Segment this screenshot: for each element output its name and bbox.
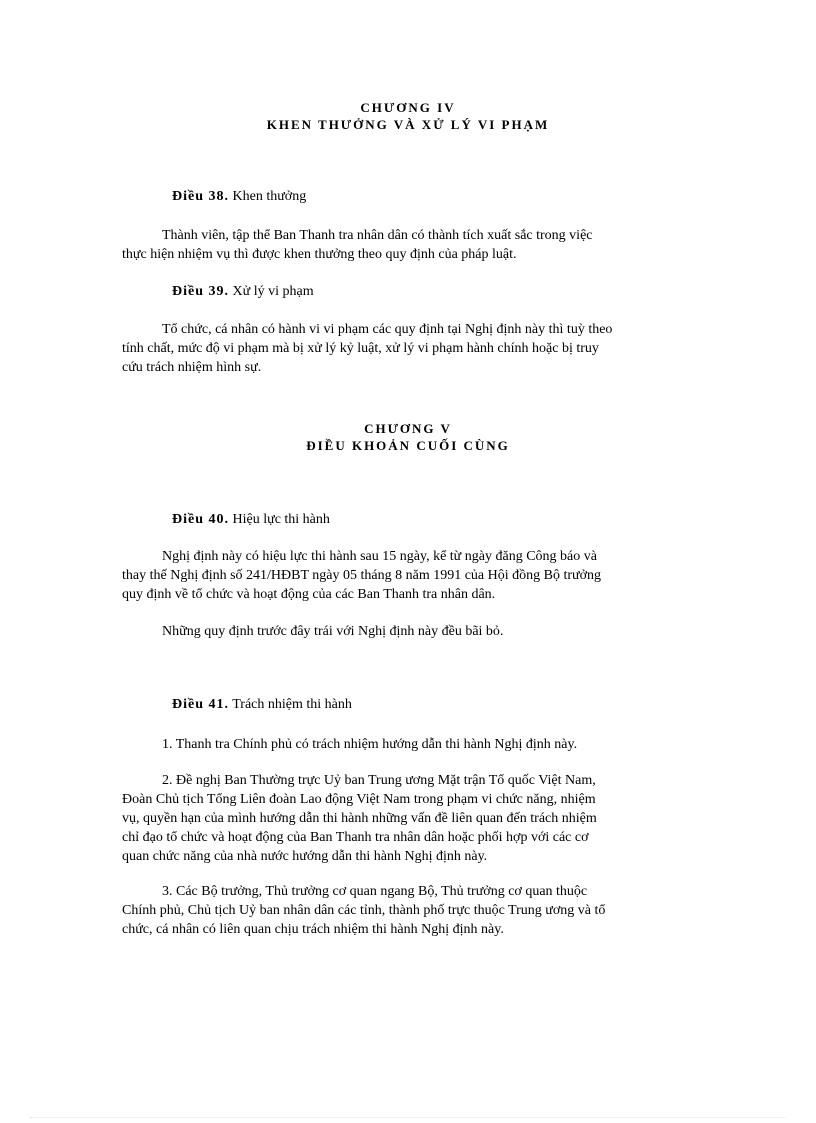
article-38-body: [122, 226, 694, 264]
article-38-heading: [172, 188, 306, 206]
article-38-line: thực hiện nhiệm vụ thì được khen thưởng theo quy định của pháp luật.: [122, 247, 517, 262]
article-38-label: Điều 38.: [172, 189, 229, 204]
article-41-line: 3. Các Bộ trưởng, Thủ trưởng cơ quan ngang Bộ, Thủ trưởng cơ quan thuộc: [162, 884, 588, 899]
article-40-paragraph-2: [122, 622, 694, 641]
article-40-heading: [172, 511, 330, 529]
article-40-line: thay thế Nghị định số 241/HĐBT ngày 05 tháng 8 năm 1991 của Hội đồng Bộ trưởng: [122, 568, 602, 583]
article-40-line: quy định về tổ chức và hoạt động của các Ban Thanh tra nhân dân.: [122, 587, 496, 602]
article-41-line: chỉ đạo tổ chức và hoạt động của Ban Thanh tra nhân dân hoặc phối hợp với các cơ: [122, 830, 589, 845]
article-39-line: cứu trách nhiệm hình sự.: [122, 360, 262, 375]
article-40-line: Nghị định này có hiệu lực thi hành sau 15 ngày, kể từ ngày đăng Công báo và: [162, 549, 597, 564]
article-41-line: Chính phủ, Chủ tịch Uỷ ban nhân dân các tỉnh, thành phố trực thuộc Trung ương và tổ: [122, 903, 606, 918]
article-40-title: Hiệu lực thi hành: [232, 512, 330, 527]
chapter-4-number: CHƯƠNG IV: [360, 100, 456, 115]
article-39-body: [122, 320, 694, 377]
chapter-5-title: ĐIỀU KHOẢN CUỐI CÙNG: [306, 438, 510, 453]
chapter-5-number: CHƯƠNG V: [364, 421, 452, 436]
article-41-line: 1. Thanh tra Chính phủ có trách nhiệm hướng dẫn thi hành Nghị định này.: [162, 737, 578, 752]
article-41-title: Trách nhiệm thi hành: [232, 697, 352, 712]
page-bottom-rule: [30, 1117, 786, 1118]
article-40-label: Điều 40.: [172, 512, 229, 527]
article-41-line: vụ, quyền hạn của mình hướng dẫn thi hành những vấn đề liên quan đến trách nhiệm: [122, 811, 597, 826]
article-41-line: quan chức năng của nhà nước hướng dẫn thi hành Nghị định này.: [122, 849, 488, 864]
article-41-item-3: [122, 882, 694, 939]
chapter-4-title: KHEN THƯỞNG VÀ XỬ LÝ VI PHẠM: [266, 117, 550, 132]
article-41-line: 2. Đề nghị Ban Thường trực Uỷ ban Trung ương Mặt trận Tổ quốc Việt Nam,: [162, 773, 596, 788]
article-39-line: Tổ chức, cá nhân có hành vi vi phạm các quy định tại Nghị định này thì tuỳ theo: [162, 322, 613, 337]
article-41-label: Điều 41.: [172, 697, 229, 712]
article-41-item-2: [122, 771, 694, 866]
article-41-item-1: [122, 735, 694, 754]
article-38-line: Thành viên, tập thể Ban Thanh tra nhân dân có thành tích xuất sắc trong việc: [162, 228, 593, 243]
article-38-title: Khen thưởng: [232, 189, 307, 204]
article-40-paragraph-1: [122, 547, 694, 604]
article-39-label: Điều 39.: [172, 284, 229, 299]
article-40-line: Những quy định trước đây trái với Nghị định này đều bãi bỏ.: [162, 624, 504, 639]
article-41-line: chức, cá nhân có liên quan chịu trách nhiệm thi hành Nghị định này.: [122, 922, 504, 937]
article-41-heading: [172, 696, 352, 714]
article-39-title: Xử lý vi phạm: [232, 284, 314, 299]
article-41-line: Đoàn Chủ tịch Tổng Liên đoàn Lao động Việt Nam trong phạm vi chức năng, nhiệm: [122, 792, 596, 807]
article-39-line: tính chất, mức độ vi phạm mà bị xử lý kỷ luật, xử lý vi phạm hành chính hoặc bị truy: [122, 341, 599, 356]
article-39-heading: [172, 283, 314, 301]
